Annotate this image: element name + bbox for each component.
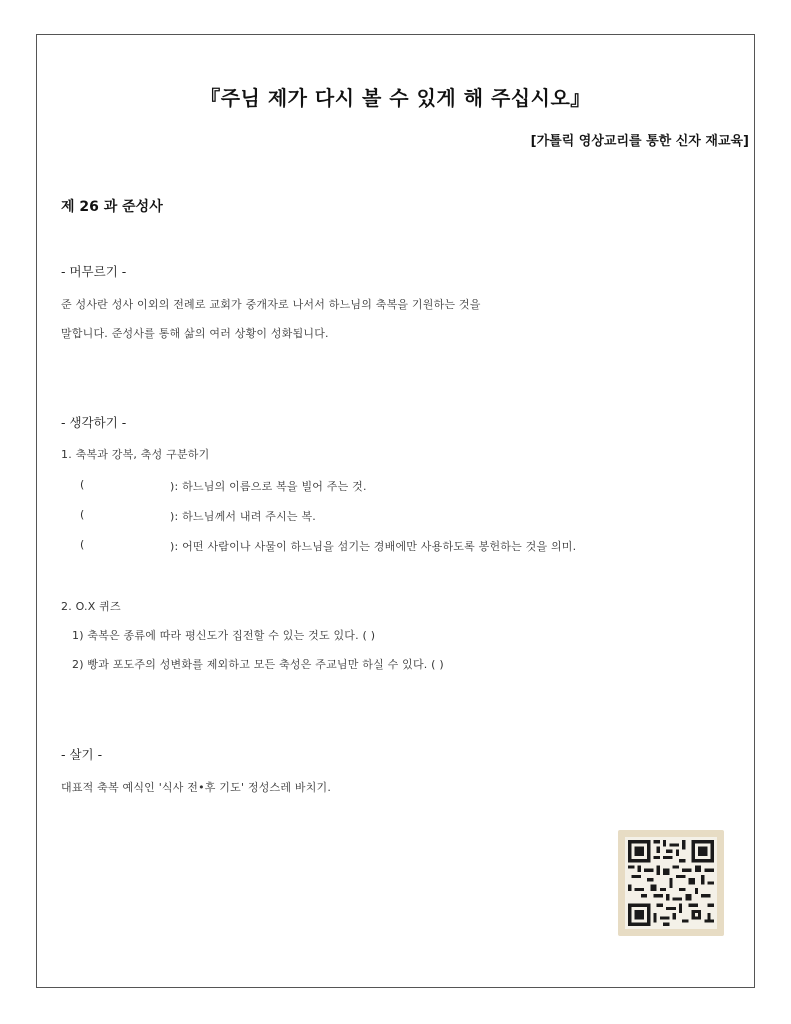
q1-item-1-text: ): 하느님의 이름으로 복을 빌어 주는 것. bbox=[170, 480, 367, 493]
think-heading: - 생각하기 - bbox=[61, 415, 127, 430]
qr-code-icon bbox=[618, 830, 724, 936]
question-1-title: 1. 축복과 강복, 축성 구분하기 bbox=[61, 448, 210, 461]
document-subtitle: [가톨릭 영상교리를 통한 신자 재교육] bbox=[530, 134, 749, 149]
qr-code-graphic bbox=[625, 837, 717, 929]
q1-item-2-text: ): 하느님께서 내려 주시는 복. bbox=[170, 510, 316, 523]
live-text: 대표적 축복 예식인 '식사 전•후 기도' 정성스레 바치기. bbox=[61, 781, 332, 794]
document-title: 『주님 제가 다시 볼 수 있게 해 주십시오』 bbox=[200, 86, 591, 110]
lesson-title: 제 26 과 준성사 bbox=[61, 199, 163, 215]
q2-item-2: 2) 빵과 포도주의 성변화를 제외하고 모든 축성은 주교님만 하실 수 있다. ( ) bbox=[72, 658, 444, 671]
q1-item-3-open: ( bbox=[80, 538, 85, 551]
q1-item-2-open: ( bbox=[80, 508, 85, 521]
reflect-text-line-2: 말합니다. 준성사를 통해 삶의 여러 상황이 성화됩니다. bbox=[61, 327, 329, 340]
reflect-text-line-1: 준 성사란 성사 이외의 전례로 교회가 중개자로 나서서 하느님의 축복을 기원하는 것을 bbox=[61, 298, 481, 311]
q1-item-3-text: ): 어떤 사람이나 사물이 하느님을 섬기는 경배에만 사용하도록 봉헌하는 것을 의미. bbox=[170, 540, 577, 553]
question-2-title: 2. O.X 퀴즈 bbox=[61, 600, 121, 613]
q2-item-1: 1) 축복은 종류에 따라 평신도가 집전할 수 있는 것도 있다. ( ) bbox=[72, 629, 376, 642]
live-heading: - 살기 - bbox=[61, 747, 103, 762]
q1-item-1-open: ( bbox=[80, 478, 85, 491]
reflect-heading: - 머무르기 - bbox=[61, 264, 127, 279]
